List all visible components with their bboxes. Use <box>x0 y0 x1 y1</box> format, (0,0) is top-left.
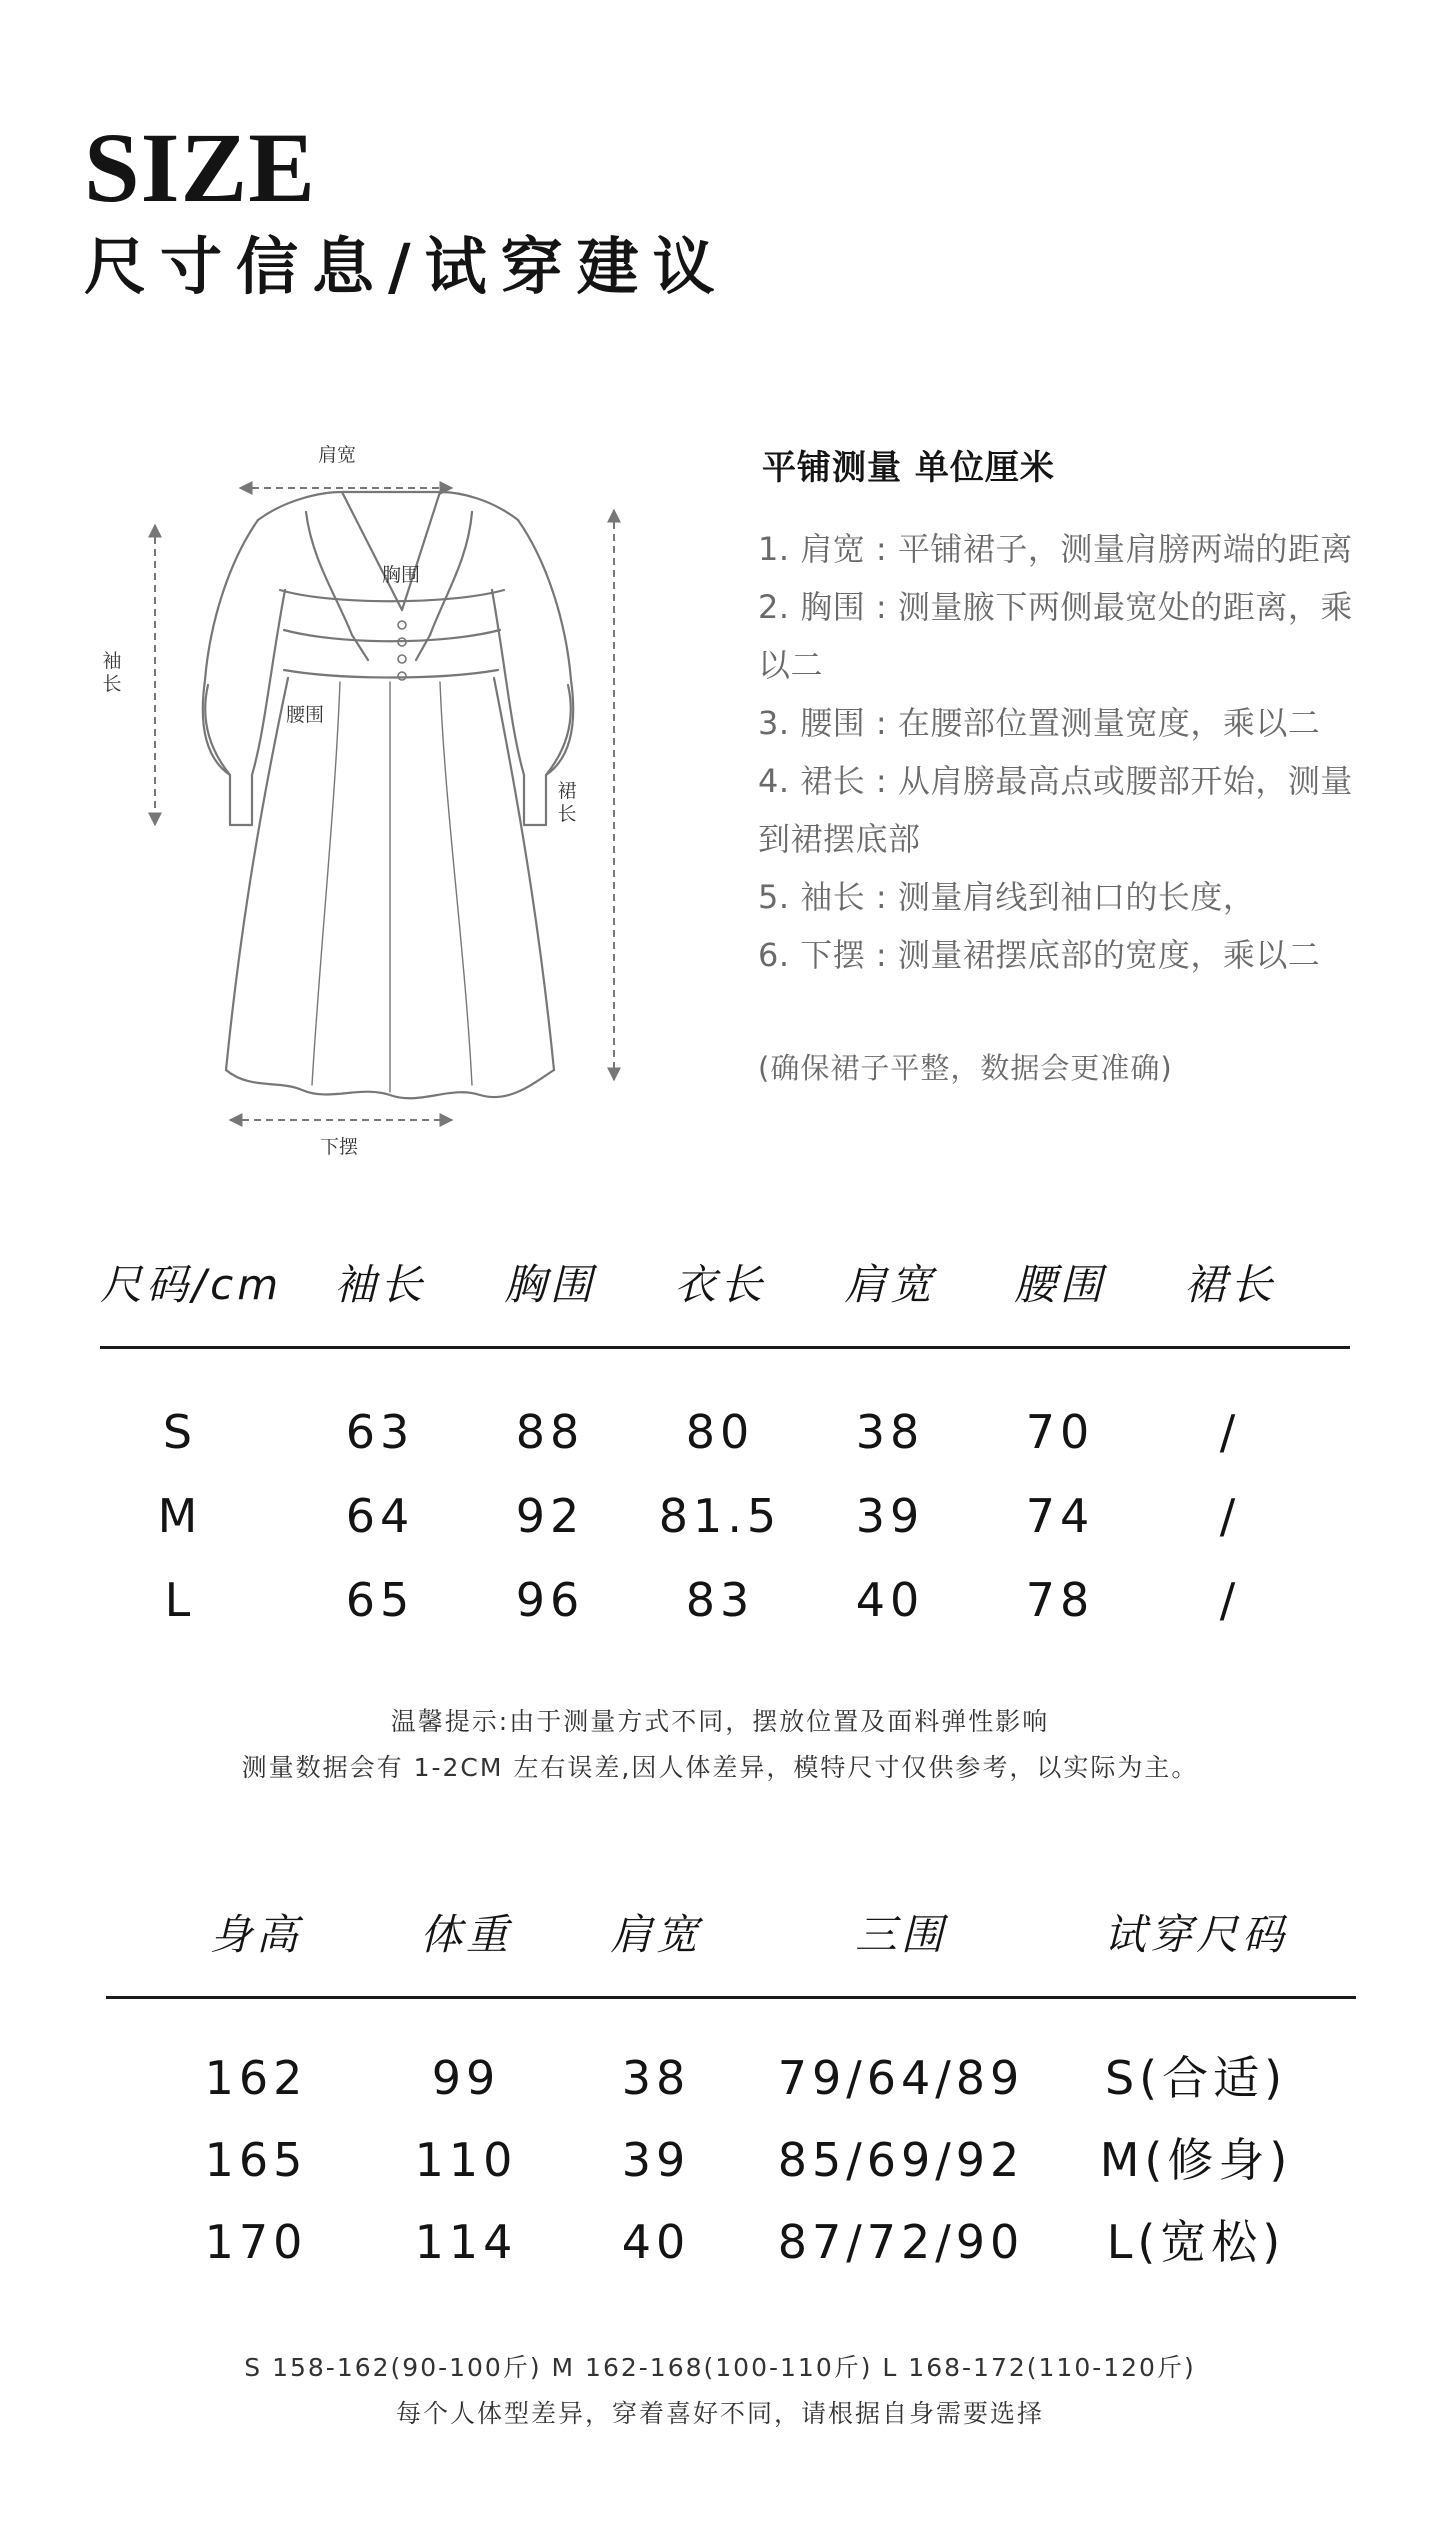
size-table-divider <box>100 1346 1350 1349</box>
sleeve-label: 袖长 <box>102 650 122 695</box>
cell-try-on-size: S(合适) <box>1104 2051 1288 2105</box>
size-table <box>100 1250 1350 1670</box>
cell-weight: 114 <box>414 2215 518 2269</box>
cell-sleeve: 65 <box>345 1573 415 1627</box>
header-shoulder: 肩宽 <box>609 1910 702 1959</box>
size-table-header <box>100 1250 1350 1320</box>
cell-measurements: 87/72/90 <box>777 2215 1025 2269</box>
header-height: 身高 <box>209 1910 302 1959</box>
fit-table-divider <box>106 1996 1356 1999</box>
note-waist: 3. 腰围 : 在腰部位置测量宽度，乘以二 <box>758 704 1321 742</box>
cell-shoulder: 40 <box>855 1573 925 1627</box>
cell-shoulder: 38 <box>621 2051 691 2105</box>
table-row <box>100 1474 1350 1558</box>
dress-measurement-diagram <box>80 430 640 1158</box>
cell-chest: 96 <box>515 1573 585 1627</box>
header-waist: 腰围 <box>1013 1260 1106 1309</box>
cell-chest: 88 <box>515 1405 585 1459</box>
note-chest: 2. 胸围 : 测量腋下两侧最宽处的距离，乘以二 <box>758 588 1353 684</box>
cell-length: 83 <box>685 1573 755 1627</box>
fit-notice-line-1: S 158-162(90-100斤) M 162-168(100-110斤) L 168-172(110-120斤) <box>244 2353 1196 2382</box>
cell-skirt-length: / <box>1219 1573 1241 1627</box>
fit-table-header <box>106 1900 1356 1970</box>
header-length: 衣长 <box>673 1260 766 1309</box>
cell-skirt-length: / <box>1219 1405 1241 1459</box>
table-row <box>106 2036 1356 2120</box>
note-skirt-length: 4. 裙长 : 从肩膀最高点或腰部开始，测量到裙摆底部 <box>758 762 1353 858</box>
page-subtitle: 尺寸信息/试穿建议 <box>84 230 729 303</box>
skirt-length-label: 裙长 <box>557 780 577 825</box>
table-row <box>100 1390 1350 1474</box>
size-notice-line-2: 测量数据会有 1-2CM 左右误差,因人体差异，模特尺寸仅供参考，以实际为主。 <box>241 1753 1199 1782</box>
cell-skirt-length: / <box>1219 1489 1241 1543</box>
header-chest: 胸围 <box>503 1260 596 1309</box>
fit-notice-line-2: 每个人体型差异，穿着喜好不同，请根据自身需要选择 <box>395 2399 1044 2428</box>
measurement-notes <box>758 520 1378 984</box>
page-title: SIZE <box>84 112 316 223</box>
cell-size: M <box>157 1489 203 1543</box>
cell-try-on-size: M(修身) <box>1099 2133 1293 2187</box>
measurement-tip: (确保裙子平整，数据会更准确) <box>758 1051 1173 1085</box>
header-size-cm: 尺码/cm <box>100 1260 283 1309</box>
cell-shoulder: 38 <box>855 1405 925 1459</box>
cell-weight: 99 <box>431 2051 501 2105</box>
cell-waist: 78 <box>1025 1573 1095 1627</box>
table-row <box>100 1558 1350 1642</box>
cell-sleeve: 64 <box>345 1489 415 1543</box>
cell-size: L <box>164 1573 196 1627</box>
cell-chest: 92 <box>515 1489 585 1543</box>
note-sleeve: 5. 袖长 : 测量肩线到袖口的长度， <box>758 878 1256 916</box>
cell-measurements: 85/69/92 <box>777 2133 1025 2187</box>
button-placket <box>398 621 406 680</box>
measurement-heading: 平铺测量 单位厘米 <box>762 448 1055 488</box>
table-row <box>106 2118 1356 2202</box>
header-skirt-length: 裙长 <box>1183 1260 1276 1309</box>
note-hem: 6. 下摆 : 测量裙摆底部的宽度，乘以二 <box>758 936 1321 974</box>
fit-table <box>106 1900 1356 2300</box>
chest-label: 胸围 <box>382 564 421 586</box>
shoulder-label: 肩宽 <box>318 444 357 466</box>
note-shoulder: 1. 肩宽 : 平铺裙子，测量肩膀两端的距离 <box>758 530 1353 568</box>
waist-label: 腰围 <box>286 704 325 726</box>
cell-waist: 74 <box>1025 1489 1095 1543</box>
cell-shoulder: 40 <box>621 2215 691 2269</box>
cell-try-on-size: L(宽松) <box>1106 2215 1286 2269</box>
header-sleeve: 袖长 <box>333 1260 426 1309</box>
cell-size: S <box>162 1405 198 1459</box>
cell-length: 80 <box>685 1405 755 1459</box>
cell-shoulder: 39 <box>855 1489 925 1543</box>
cell-sleeve: 63 <box>345 1405 415 1459</box>
header-shoulder: 肩宽 <box>843 1260 936 1309</box>
cell-waist: 70 <box>1025 1405 1095 1459</box>
cell-measurements: 79/64/89 <box>777 2051 1025 2105</box>
hem-label: 下摆 <box>320 1136 359 1158</box>
header-try-on-size: 试穿尺码 <box>1103 1910 1288 1959</box>
cell-height: 162 <box>204 2051 308 2105</box>
cell-shoulder: 39 <box>621 2133 691 2187</box>
cell-length: 81.5 <box>658 1489 782 1543</box>
size-notice-line-1: 温馨提示:由于测量方式不同，摆放位置及面料弹性影响 <box>390 1707 1050 1736</box>
header-weight: 体重 <box>419 1910 512 1959</box>
table-row <box>106 2200 1356 2284</box>
header-measurements: 三围 <box>854 1910 947 1959</box>
cell-weight: 110 <box>414 2133 518 2187</box>
cell-height: 165 <box>204 2133 308 2187</box>
cell-height: 170 <box>204 2215 308 2269</box>
